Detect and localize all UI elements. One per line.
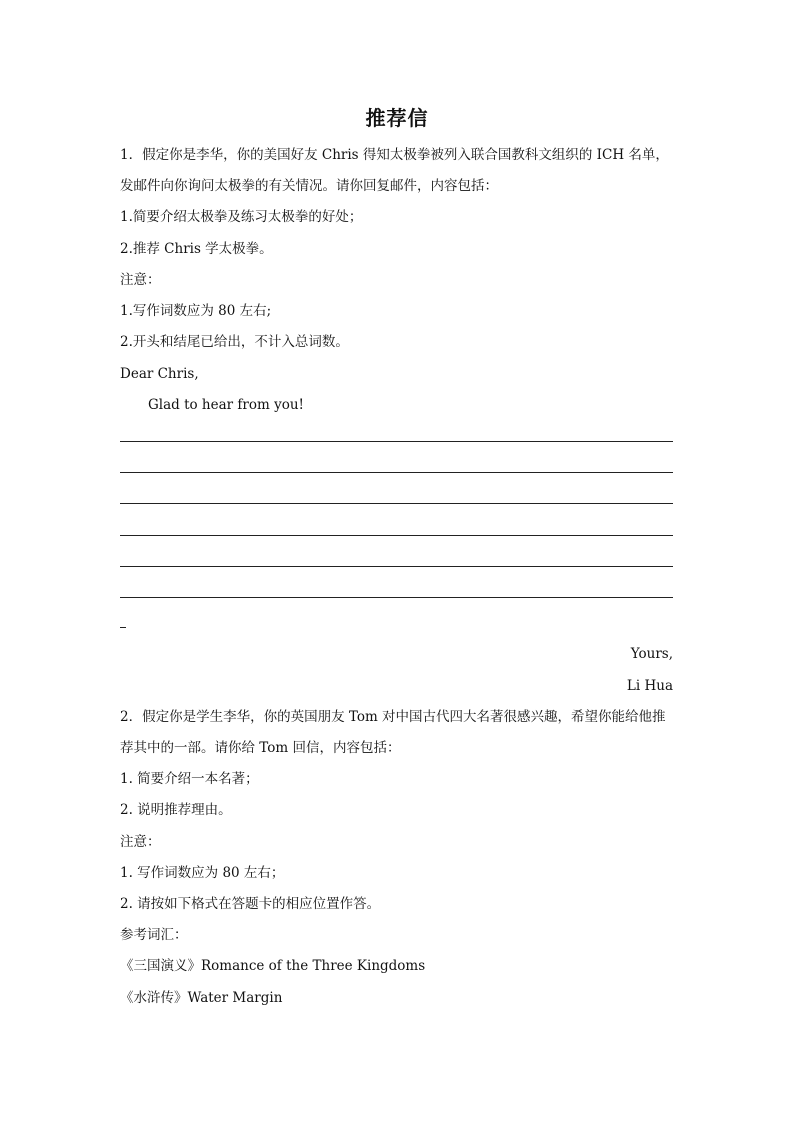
writing-line	[120, 535, 673, 536]
task2-note2: 2. 请按如下格式在答题卡的相应位置作答。	[120, 896, 381, 912]
short-dash	[120, 627, 126, 628]
task1-closing: Yours,	[630, 646, 673, 662]
task1-signature: Li Hua	[626, 678, 673, 694]
task1-point1: 1.简要介绍太极拳及练习太极拳的好处；	[120, 209, 363, 225]
task1-point2: 2.推荐 Chris 学太极拳。	[120, 241, 273, 257]
task2-notes-label: 注意：	[120, 834, 161, 850]
writing-line	[120, 503, 673, 504]
writing-line	[120, 441, 673, 442]
writing-line	[120, 597, 673, 598]
task2-vocab1: 《三国演义》Romance of the Three Kingdoms	[120, 958, 426, 974]
task2-note1: 1. 写作词数应为 80 左右；	[120, 865, 285, 881]
task2-vocab-label: 参考词汇：	[120, 927, 188, 943]
writing-line	[120, 472, 673, 473]
task1-prompt-line2: 发邮件向你询问太极拳的有关情况。请你回复邮件，内容包括：	[120, 178, 498, 194]
task1-notes-label: 注意：	[120, 272, 161, 288]
task2-vocab2: 《水浒传》Water Margin	[120, 990, 283, 1006]
task1-note1: 1.写作词数应为 80 左右;	[120, 303, 272, 319]
page-title: 推荐信	[365, 106, 429, 130]
task1-prompt-line1: 1．假定你是李华，你的美国好友 Chris 得知太极拳被列入联合国教科文组织的 ICH 名单，	[120, 147, 669, 163]
writing-line	[120, 566, 673, 567]
task1-note2: 2.开头和结尾已给出，不计入总词数。	[120, 334, 349, 350]
task2-prompt-line1: 2．假定你是学生李华，你的英国朋友 Tom 对中国古代四大名著很感兴趣，希望你能给他推	[120, 709, 666, 725]
task2-prompt-line2: 荐其中的一部。请你给 Tom 回信，内容包括：	[120, 740, 401, 756]
task1-salutation: Dear Chris,	[120, 366, 199, 382]
task2-point1: 1. 简要介绍一本名著；	[120, 771, 259, 787]
task1-opening: Glad to hear from you!	[148, 397, 304, 413]
task2-point2: 2. 说明推荐理由。	[120, 802, 232, 818]
